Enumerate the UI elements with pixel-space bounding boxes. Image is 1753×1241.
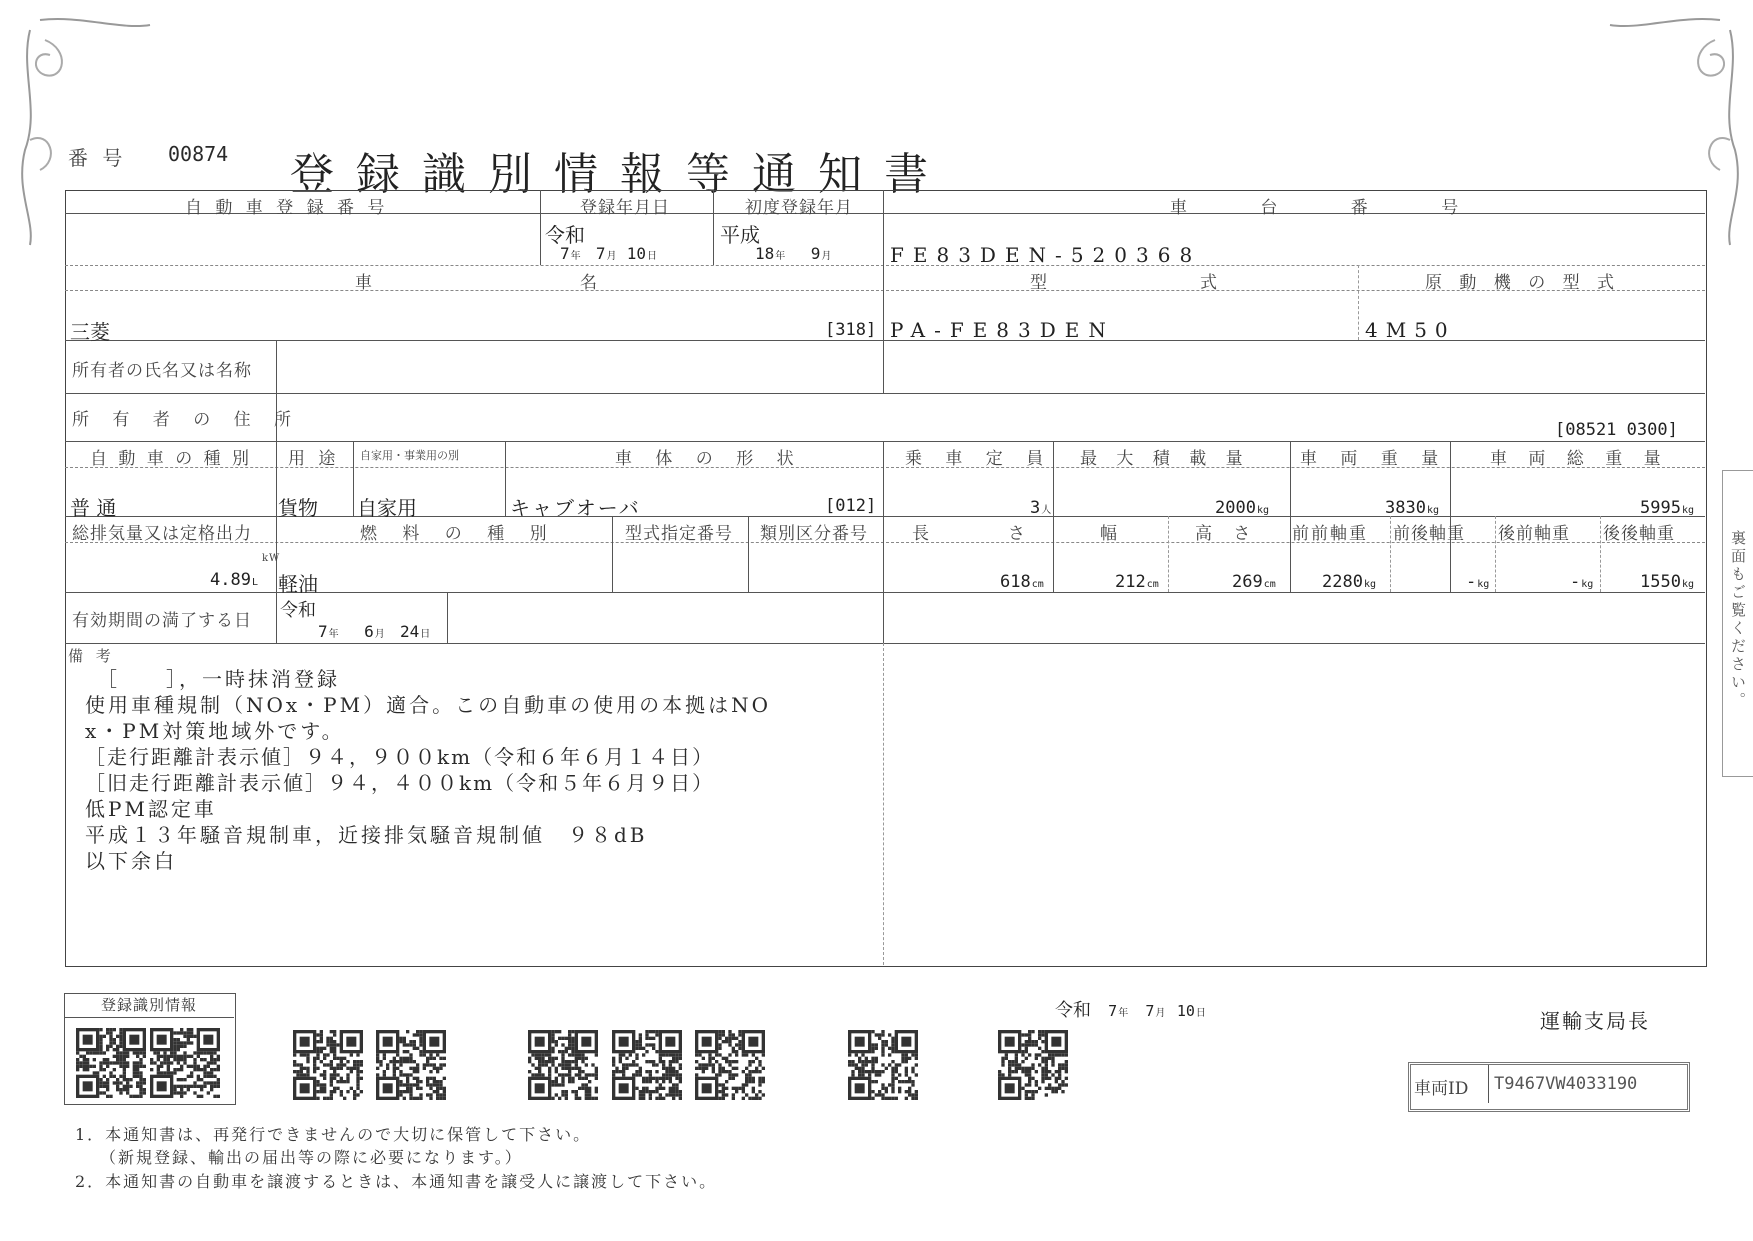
displacement-label: 総排気量又は定格出力 <box>72 524 252 544</box>
vehicle-id: T9467VW4033190 <box>1494 1074 1638 1094</box>
expiry-year: 7 <box>318 622 328 641</box>
remarks-line: x・PM対策地域外です。 <box>85 719 345 743</box>
ff-axle-value: 2280 <box>1322 572 1363 592</box>
reg-date-label: 登録年月日 <box>580 198 670 218</box>
first-reg-year: 18 <box>755 244 775 263</box>
qr-code-icon <box>998 1030 1068 1100</box>
vehicle-weight-label: 車 両 重 量 <box>1300 449 1448 469</box>
footer-note-1: 1．本通知書は、再発行できませんので大切に保管して下さい。 <box>75 1125 592 1144</box>
car-name-code: [318] <box>825 320 877 340</box>
qr-code-icon <box>528 1030 598 1100</box>
qr-code-icon <box>848 1030 918 1100</box>
max-load-value: 2000 <box>1215 498 1256 518</box>
expiry-era: 令和 <box>280 600 316 621</box>
remarks-line: 平成１３年騒音規制車，近接排気騒音規制値 ９８dB <box>85 823 648 847</box>
qr-code-icon <box>293 1030 363 1100</box>
private-label: 自家用・事業用の別 <box>360 449 459 462</box>
reg-year: 7 <box>560 244 570 263</box>
engine-label: 原 動 機 の 型 式 <box>1425 273 1621 293</box>
footer-note-2: 2．本通知書の自動車を譲渡するときは、本通知書を譲受人に譲渡して下さい。 <box>75 1172 718 1191</box>
vehicle-kind: 普 通 <box>70 496 117 520</box>
reg-date-era: 令和 <box>545 223 585 247</box>
engine-model: 4M50 <box>1365 318 1456 342</box>
number-value: 00874 <box>168 142 229 166</box>
displacement-value: 4.89 <box>210 570 251 590</box>
remarks-label: 備 考 <box>68 647 115 665</box>
body-shape-code: [012] <box>825 496 877 516</box>
class-no-label: 類別区分番号 <box>760 524 868 544</box>
footer-date-day: 10 <box>1176 1002 1195 1020</box>
model-label-2: 式 <box>1200 273 1221 293</box>
remarks-block <box>85 666 771 874</box>
vehicle-model: PA-FE83DEN <box>890 318 1115 342</box>
vehicle-use: 貨物 <box>278 496 318 520</box>
model-label: 型 <box>1030 273 1051 293</box>
owner-address-label: 所 有 者 の 住 所 <box>72 410 301 430</box>
length-label-2: さ <box>1008 524 1029 544</box>
remarks-line: 低PM認定車 <box>85 797 217 821</box>
fuel-value: 軽油 <box>278 572 318 596</box>
remarks-line: ［走行距離計表示値］９４，９００km（令和６年６月１４日） <box>85 745 715 769</box>
qr-code-icon <box>376 1030 446 1100</box>
remarks-line: 以下余白 <box>85 849 177 873</box>
type-no-label: 型式指定番号 <box>625 524 733 544</box>
footer-date-month: 7 <box>1145 1002 1155 1020</box>
rr-axle-value: 1550 <box>1640 572 1681 592</box>
remarks-line: ［旧走行距離計表示値］９４，４００km（令和５年６月９日） <box>85 771 715 795</box>
vehicle-weight-value: 3830 <box>1385 498 1426 518</box>
first-reg-era: 平成 <box>720 223 760 247</box>
remarks-line: 使用車種規制（NOx・PM）適合。この自動車の使用の本拠はNO <box>85 693 772 717</box>
reg-no-label: 自 動 車 登 録 番 号 <box>185 198 389 218</box>
car-label: 車 <box>355 273 376 293</box>
name-label: 名 <box>580 273 601 293</box>
use-label: 用 途 <box>288 449 340 469</box>
chassis-label: 車 台 番 号 <box>1170 198 1463 218</box>
qr-label: 登録識別情報 <box>64 993 234 1018</box>
first-reg-label: 初度登録年月 <box>745 198 853 218</box>
first-reg-month: 9 <box>810 244 821 263</box>
capacity-label: 乗 車 定 員 <box>905 449 1053 469</box>
page-title: 登録識別情報等通知書 <box>290 149 950 200</box>
length-label: 長 <box>912 524 933 544</box>
vehicle-id-label: 車両ID <box>1414 1079 1469 1099</box>
rf-axle-value: - <box>1570 572 1581 592</box>
owner-name-label: 所有者の氏名又は名称 <box>72 361 252 381</box>
qr-code-icon <box>695 1030 765 1100</box>
max-load-label: 最 大 積 載 量 <box>1080 449 1250 469</box>
body-shape: キャブオーバ <box>510 496 641 520</box>
fuel-label: 燃 料 の 種 別 <box>360 524 557 544</box>
chassis-number: FE83DEN-520368 <box>890 243 1202 267</box>
expiry-label: 有効期間の満了する日 <box>72 611 252 631</box>
height-value: 269 <box>1232 572 1263 592</box>
footer-date-era: 令和 <box>1055 1000 1091 1021</box>
owner-address-code: [08521 0300] <box>1555 420 1678 440</box>
number-label: 番 号 <box>68 146 127 170</box>
reg-day: 10 <box>626 244 646 263</box>
side-note-text: 裏面もご覧ください。 <box>1729 530 1747 710</box>
footer-note-1b: （新規登録、輸出の届出等の際に必要になります。） <box>100 1148 523 1167</box>
fr-axle-label: 前後軸重 <box>1393 524 1465 544</box>
expiry-day: 24 <box>399 622 420 641</box>
private-or-business: 自家用 <box>357 496 417 520</box>
width-label: 幅 <box>1100 524 1121 544</box>
footer-date-year: 7 <box>1108 1002 1118 1020</box>
expiry-month: 6 <box>364 622 374 641</box>
qr-code-icon <box>76 1028 146 1098</box>
qr-code-icon <box>612 1030 682 1100</box>
body-label: 車 体 の 形 状 <box>615 449 803 469</box>
kind-label: 自 動 車 の 種 別 <box>90 449 253 469</box>
width-value: 212 <box>1115 572 1146 592</box>
car-name: 三菱 <box>70 320 110 344</box>
height-label: 高 さ <box>1195 524 1259 544</box>
remarks-line: ［ ］，一時抹消登録 <box>97 667 340 691</box>
capacity-value: 3 <box>1030 498 1041 518</box>
reg-month: 7 <box>595 244 606 263</box>
ff-axle-label: 前前軸重 <box>1292 524 1368 544</box>
fr-axle-value: - <box>1466 572 1477 592</box>
rr-axle-label: 後後軸重 <box>1603 524 1675 544</box>
issuer: 運輸支局長 <box>1540 1009 1650 1033</box>
gross-weight-label: 車 両 総 重 量 <box>1490 449 1669 469</box>
rf-axle-label: 後前軸重 <box>1498 524 1570 544</box>
gross-weight-value: 5995 <box>1640 498 1681 518</box>
kw-unit: kW <box>262 553 281 564</box>
length-value: 618 <box>1000 572 1031 592</box>
qr-code-icon <box>150 1028 220 1098</box>
